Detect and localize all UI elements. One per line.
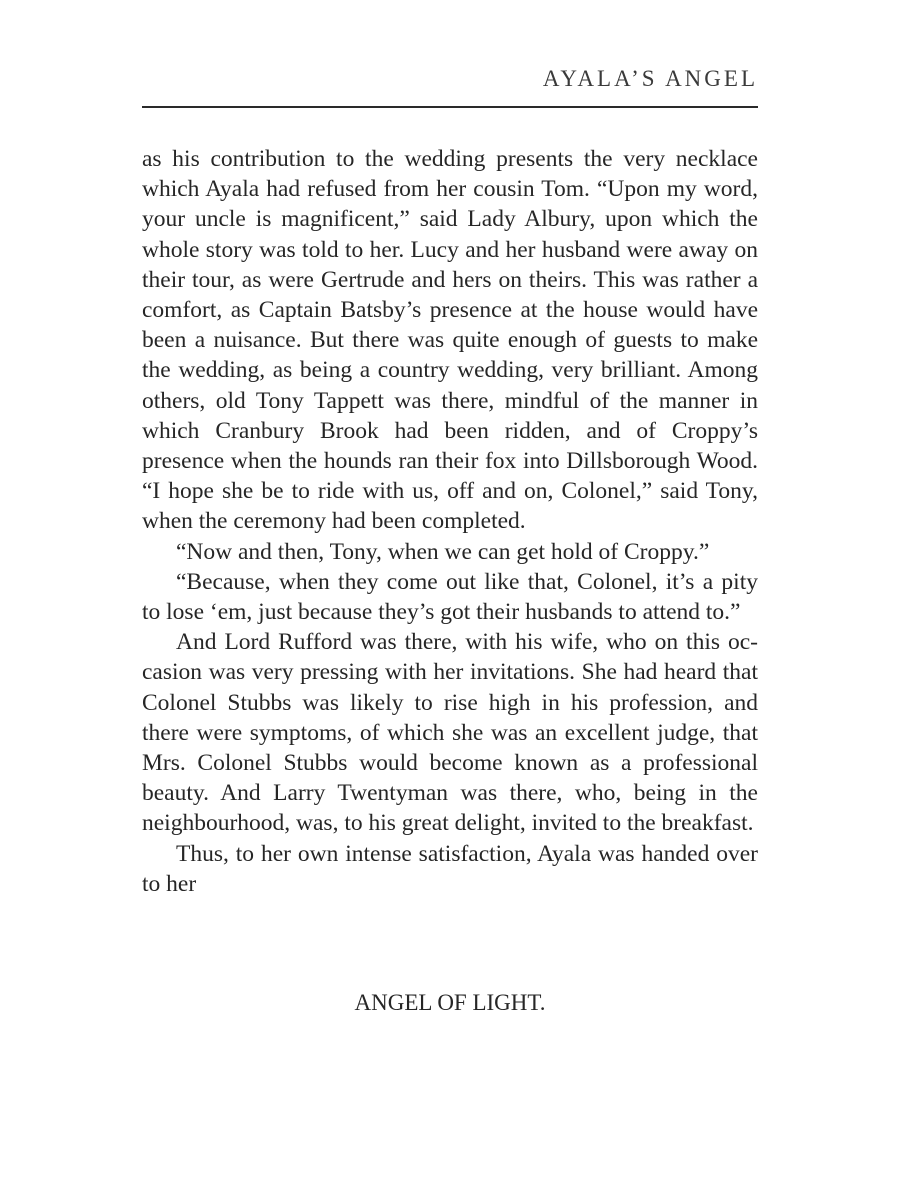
paragraph-1: as his contribution to the wedding presents the very necklace which Ayala had refused from her cousin Tom. “Upon my word, your uncle is magnificent,” said Lady Albury, upon which the whole story was told to her. Lucy and her husband were away on their tour, as were Gertrude and hers on theirs. This was rather a comfort, as Captain Batsby’s presence at the house would have been a nuisance. But there was quite enough of guests to make the wedding, as being a country wedding, very brilliant. Among others, old Tony Tappett was there, mindful of the manner in which Cranbury Brook had been ridden, and of Croppy’s presence when the hounds ran their fox into Dillsborough Wood. “I hope she be to ride with us, off and on, Colonel,” said Tony, when the ceremony had been completed. xyxy=(142,146,758,535)
paragraph-4: And Lord Rufford was there, with his wife, who on this occasion was very pressing with her invitations. She had heard that Colonel Stubbs was likely to rise high in his profession, and there were symptoms, of which she was an excellent judge, that Mrs. Colonel Stubbs would become known as a professional beauty. And Larry Twentyman was there, who, being in the neighbourhood, was, to his great delight, invited to the breakfast. xyxy=(142,629,758,837)
closing-line: ANGEL OF LIGHT. xyxy=(354,990,546,1015)
paragraph-5: Thus, to her own intense satisfaction, Ayala was handed over to her xyxy=(142,840,758,897)
running-head-title: AYALA’S ANGEL xyxy=(542,66,758,91)
header-rule xyxy=(142,106,758,108)
paragraph-2: “Now and then, Tony, when we can get hold of Croppy.” xyxy=(176,538,710,565)
page-body xyxy=(142,144,758,899)
paragraph-3: “Because, when they come out like that, Colonel, it’s a pity to lose ‘em, just because they’s got their husbands to attend to.” xyxy=(142,568,758,626)
